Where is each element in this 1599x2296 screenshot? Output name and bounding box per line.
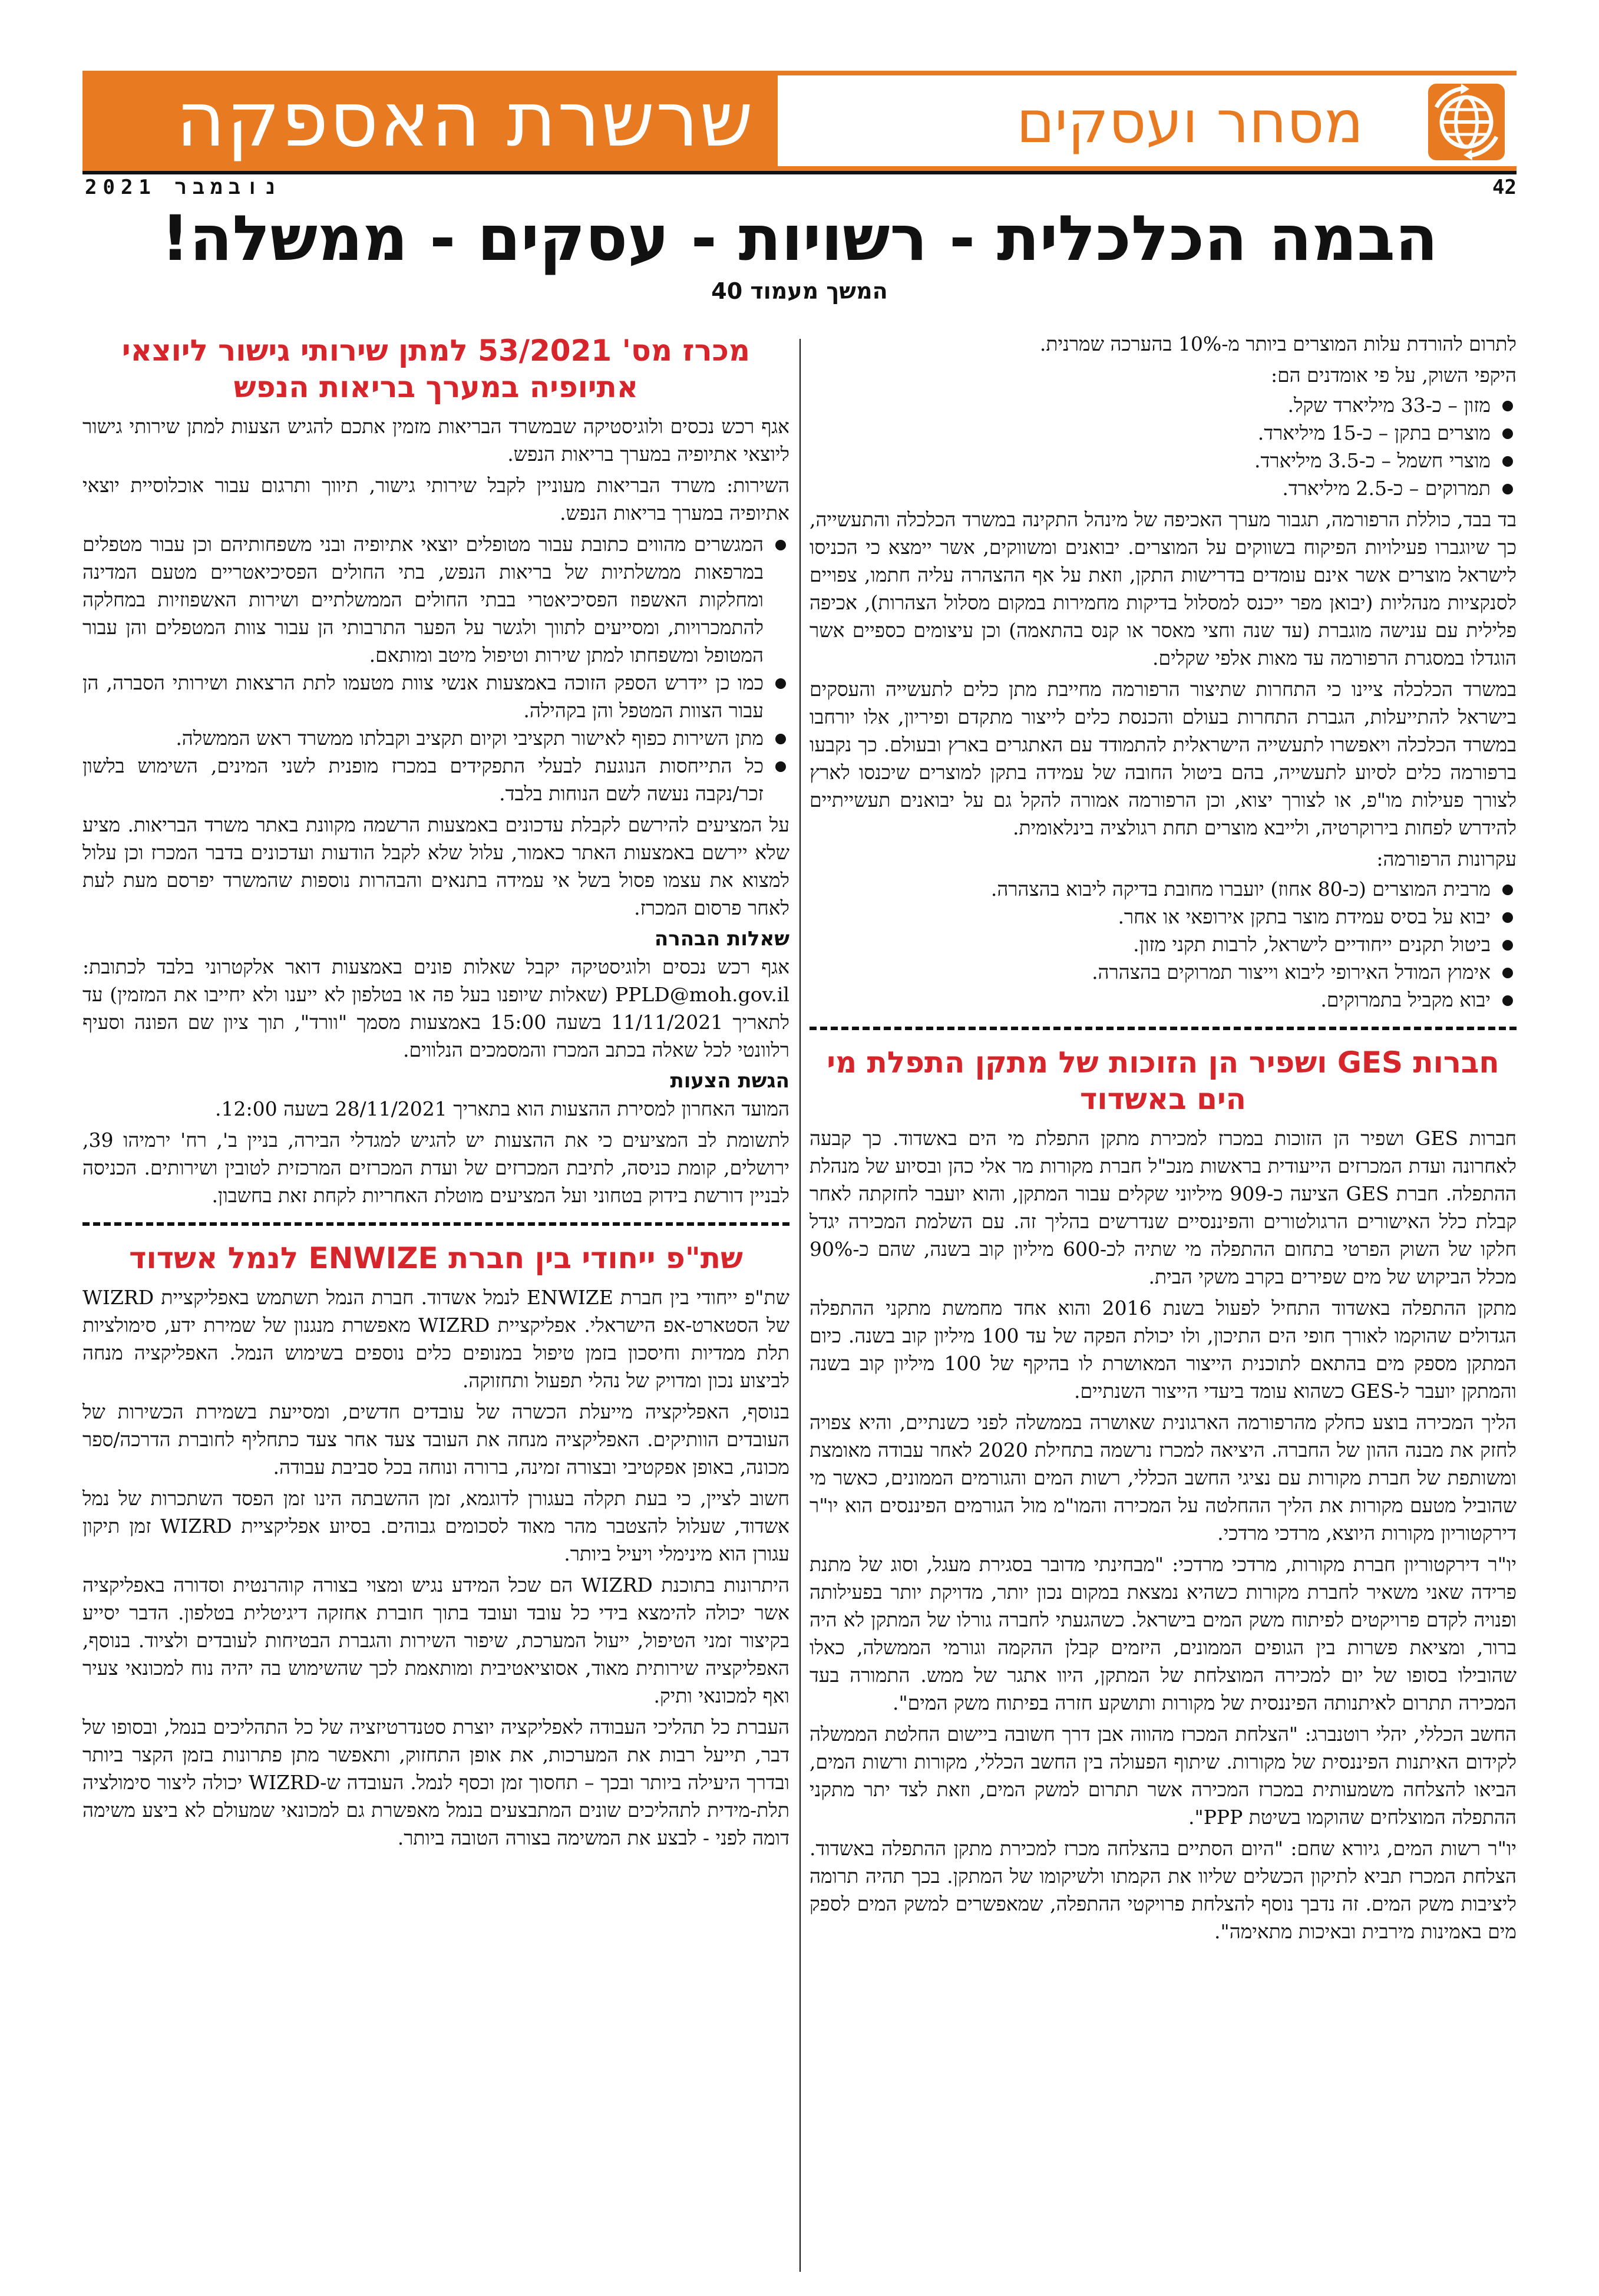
- paragraph: החשב הכללי, יהלי רוטנברג: "הצלחת המכרז מהווה אבן דרך חשובה ביישום החלטת הממשלה לקידום האיתנות הפיננסית של מקורות. שיתוף הפעולה בין החשב הכללי, מקורות ורשות המים, הביאו להצלחה משמעותית במכרז המכירה אשר תתרום למשק המים, וזאת לצד יתר מתקני ההתפלה המוצלחים שהוקמו בשיטת PPP".: [810, 1723, 1517, 1829]
- paragraph: יו"ר רשות המים, גיורא שחם: "היום הסתיים בהצלחה מכרז למכירת מתקן ההתפלה באשדוד. הצלחת המכרז תביא לתיקון הכשלים שליוו את הקמתו ולשיקומו של המתקן. בכך תהיה תרומה ליציבות משק המים. זה נדבך נוסף להצלחת פרויקטי ההתפלה, שמאפשרים למשק המים לספק מים באמינות מירבית ובאיכות מתאימה".: [810, 1837, 1517, 1943]
- article-title-ges: חברות GES ושפיר הן הזוכות של מתקן התפלת מי הים באשדוד: [827, 1045, 1499, 1116]
- globe-arrows-icon: [1428, 84, 1505, 160]
- page-headline: הבמה הכלכלית - רשויות - עסקים - ממשלה!: [161, 202, 1438, 275]
- list-item: מזון – כ-33 מיליארד שקל.: [810, 391, 1491, 419]
- list-item: תמרוקים – כ-2.5 מיליארד.: [810, 474, 1491, 502]
- paragraph: אגף רכש נכסים ולוגיסטיקה שבמשרד הבריאות מזמין אתכם להגיש הצעות למתן שירותי גישור ליוצאי אתיופיה במערך בריאות הנפש.: [82, 415, 789, 466]
- paragraph: העברת כל תהליכי העבודה לאפליקציה יוצרת סטנדרטיזציה של כל התהליכים בנמל, ובסופו של דבר, תייעל רבות את המערכות, את אופן התחזוק, ותאפשר מתן פתרונות בזמן הקצר ביותר ובדרך היעילה ביותר ובכך – תחסוך זמן וכסף לנמל. העובדה ש-WIZRD יכולה ליצור סימולציה תלת-מידית לתהליכים שונים המתבצעים בנמל מאפשרת גם למכונאי שמעולם לא ביצע משימה דומה לפני - לבצע את המשימה בצורה הטובה ביותר.: [82, 1716, 790, 1849]
- article-title-enwize: שת"פ ייחודי בין חברת ENWIZE לנמל אשדוד: [129, 1241, 743, 1275]
- right-column: [810, 330, 1517, 1949]
- paragraph: חשוב לציין, כי בעת תקלה בעגורן לדוגמא, זמן ההשבתה הינו זמן הפסד השתכרות של נמל אשדוד, שעלול להצטבר מהר מאוד לסכומים גבוהים. בסיוע אפליקציית WIZRD זמן תיקון עגורן הוא מינימלי ויעיל ביותר.: [82, 1487, 789, 1565]
- paragraph: שת"פ ייחודי בין חברת ENWIZE לנמל אשדוד. חברת הנמל תשתמש באפליקציית WIZRD של הסטארט-אפ הישראלי. אפליקציית WIZRD מאפשרת מנגנון של שמירת ידע, סימולציות תלת ממדיות וחיסכון בזמן טיפול במנופים כלים נוספים בשימוש הנמל. האפליקציה מנחה לביצוע נכון ומדויק של נהלי תפעול ותחזוקה.: [82, 1286, 789, 1392]
- issue-date: נובמבר 2021: [85, 176, 282, 199]
- list-lead: עקרונות הרפורמה:: [1376, 847, 1517, 870]
- tender-conditions-list: [82, 530, 789, 807]
- list-item: המגשרים מהווים כתובת עבור מטופלים יוצאי אתיופיה ובני משפחותיהם וכן עבור מטפלים במרפאות ממשלתיות של בריאות הנפש, בתי החולים הפסיכיאטריים מטעם המדינה ומחלקות האשפוז הפסיכיאטרי בבתי החולים הממשלתיים ושירות האשפוזיות במחלקה להתמכרויות, ומסייעים לתווך ולגשר על הפער התרבותי הן עבור צוות המטפלים והן עבור המטופל ומשפחתו למתן שירות וטיפול מיטב ומותאם.: [82, 530, 764, 669]
- list-item: מוצרים בתקן – כ-15 מיליארד.: [810, 419, 1491, 447]
- column-divider: [800, 339, 801, 2272]
- paragraph: במשרד הכלכלה ציינו כי התחרות שתיצור הרפורמה מחייבת מתן כלים לתעשייה והעסקים בישראל להתייעלות, הגברת התחרות בעולם והכנסת כלים לייצור מתקדם ופיריון, אלו יורחבו במשרד הכלכלה ויאפשרו לתעשייה הישראלית להתמודד עם האתגרים בארץ ובעולם. כך נקבעו ברפורמה כלים לסיוע לתעשייה, בהם ביטול החובה של עמידה בתקן למוצרים שיכנסו לארץ לצורך פעילות מו"פ, או לצורך יצוא, וכן הרפורמה אמורה להקל גם על יבואנים תעשייתיים להידרש לפחות בירוקרטיה, ולייבא מוצרים תחת רגולציה בינלאומית.: [810, 678, 1517, 839]
- page-number: 42: [1492, 176, 1517, 199]
- publication-title: שרשרת האספקה: [176, 76, 754, 164]
- list-item: מרבית המוצרים (כ-80 אחוז) יועברו מחובת בדיקה ליבוא בהצהרה.: [810, 875, 1491, 903]
- masthead: [82, 71, 1599, 171]
- list-item: ביטול תקנים ייחודיים לישראל, לרבות תקני מזון.: [810, 931, 1491, 958]
- paragraph: השירות: משרד הבריאות מעוניין לקבל שירותי גישור, תיווך ותרגום עבור אוכלוסיית יוצאי אתיופיה במערך בריאות הנפש.: [82, 474, 789, 524]
- paragraph: המועד האחרון למסירת ההצעות הוא בתאריך 28/11/2021 בשעה 12:00.: [215, 1097, 789, 1120]
- paragraph: מתקן ההתפלה באשדוד התחיל לפעול בשנת 2016 והוא אחד מחמשת מתקני ההתפלה הגדולים שהוקמו לאורך חופי הים התיכון, ולו יכולת הפקה של עד 100 מיליון קוב בשנה. כיום המתקן מספק מים בהתאם לתוכנית הייצור המאושרת לו בהיקף של 100 מיליון קוב בשנה והמתקן יועבר ל-GES כשהוא עומד ביעדי הייצור השנתיים.: [810, 1297, 1517, 1403]
- article-separator: [810, 1027, 1517, 1030]
- paragraph: הליך המכירה בוצע כחלק מהרפורמה הארגונית שאושרה בממשלה לפני כשנתיים, והיא צפויה לחזק את מבנה ההון של החברה. היציאה למכרז נרשמה בתחילת 2020 לאחר עבודה מאומצת ומשותפת של חברת מקורות עם נציגי החשב הכללי, רשות המים והגורמים הממונים, כאשר מי שהוביל מטעם מקורות את הליך ההחלטה על המכירה והמו"מ מול הגורמים הפיננסים הוא יו"ר דירקטוריון מקורות היוצא, מרדכי מרדכי.: [810, 1411, 1517, 1545]
- subhead-submission: הגשת הצעות: [670, 1069, 789, 1093]
- left-column: [82, 330, 789, 1855]
- paragraph: על המציעים להירשם לקבלת עדכונים באמצעות הרשמה מקוונת באתר משרד הבריאות. מציע שלא יירשם באמצעות האתר כאמור, עלול שלא לקבל הודעות ועדכונים בדבר המכרז וכן עלול למצוא את עצמו פסול בשל אי עמידה בתנאים והבהרות נוספות שהמשרד יפרסם מעת לעת לאחר פרסום המכרז.: [82, 813, 789, 919]
- reform-principles-list: [810, 875, 1517, 1014]
- list-item: כמו כן יידרש הספק הזוכה באמצעות אנשי צוות מטעמו לתת הרצאות ושירותי הסברה, הן עבור הצוות המטפל והן בקהילה.: [82, 669, 764, 724]
- article-title-tender: מכרז מס' 53/2021 למתן שירותי גישור ליוצאי אתיופיה במערך בריאות הנפש: [121, 334, 751, 404]
- continued-note: המשך מעמוד 40: [711, 278, 888, 304]
- list-item: יבוא על בסיס עמידת מוצר בתקן אירופאי או אחר.: [810, 903, 1491, 931]
- list-item: אימוץ המודל האירופי ליבוא וייצור תמרוקים בהצהרה.: [810, 958, 1491, 986]
- paragraph: יו"ר דירקטוריון חברת מקורות, מרדכי מרדכי: "מבחינתי מדובר בסגירת מעגל, וסוג של מתנת פרידה שאני משאיר לחברת מקורות כשהיא נמצאת במקום נכון יותר, מדויקת יותר בפעילותה ופנויה לקדם פרויקטים לפיתוח משק המים בישראל. כשהגעתי לחברה גורלו של המתקן לא היה ברור, ומציאת פשרות בין הגופים הממונים, היזמים קבלן ההקמה וגורמי הממשלה, כאלו שהובילו בסופו של יום למכירה המוצלחת של המתקן, היוו אתגר של ממש. התמורה בעד המכירה תתרום לאיתנותה הפיננסית של מקורות ותושקע חזרה בפיתוח משק המים".: [810, 1553, 1517, 1714]
- paragraph: בנוסף, האפליקציה מייעלת הכשרה של עובדים חדשים, ומסייעת בשמירת הכשירות של העובדים הוותיקים. האפליקציה מנחה את העובד צעד אחר צעד כתחליף לחוברת הדרכה/ספר מכונה, באופן אפקטיבי ובצורה זמינה, ברורה ונוחה בכל סביבת עבודה.: [82, 1400, 789, 1479]
- paragraph: חברות GES ושפיר הן הזוכות במכרז למכירת מתקן התפלת מי הים באשדוד. כך קבעה לאחרונה ועדת המכרזים הייעודית בראשות מנכ"ל חברת מקורות מר אלי כהן ובסיוע של מנהלת ההתפלה. חברת GES הציעה כ-909 מיליוני שקלים עבור המתקן, והוא יועבר לחזקתה לאחר קבלת כלל האישורים הרגולטורים והפיננסיים שנדרשים בהליך זה. עם השלמת המכירה יגדל חלקו של השוק הפרטי בתחום ההתפלה מי שתיה לכ-600 מיליון קוב בשנה, שהם כ-90% מכלל הביקוש של מים שפירים בקרב משקי הבית.: [810, 1127, 1517, 1288]
- subhead-questions: שאלות הבהרה: [654, 927, 789, 951]
- paragraph: לתרום להורדת עלות המוצרים ביותר מ-10% בהערכה שמרנית.: [1039, 332, 1517, 355]
- market-scope-list: [810, 391, 1517, 502]
- paragraph: היתרונות בתוכנת WIZRD הם שכל המידע נגיש ומצוי בצורה קוהרנטית וסדורה באפליקציה אשר יכולה להימצא בידי כל עובד ועובד בתוך חוברת אחזקה דיגיטלית בטלפון. הדבר יסייע בקיצור זמני הטיפול, ייעול המערכת, שיפור השירות והגברת הבטיחות לעובדים ולציוד. בנוסף, האפליקציה שירותית מאוד, אסוציאטיבית ומותאמת לכך שהשימוש בה יהיה נוח למכונאי צעיר ואף למכונאי ותיק.: [82, 1573, 789, 1707]
- section-name: מסחר ועסקים: [1016, 89, 1363, 156]
- list-item: יבוא מקביל בתמרוקים.: [810, 986, 1491, 1014]
- paragraph: אגף רכש נכסים ולוגיסטיקה יקבל שאלות פונים באמצעות דואר אלקטרוני בלבד לכתובת: PPLD@moh.gov.il (שאלות שיופנו בעל פה או בטלפון לא ייענו ולא יחייבו את המזמין) עד לתאריך 11/11/2021 בשעה 15:00 באמצעות מסמך "וורד", תוך ציון שם הפונה וסעיף רלוונטי לכל שאלה בכתב המכרז והמסמכים הנלווים.: [82, 955, 789, 1061]
- article-separator: [82, 1222, 789, 1226]
- paragraph: בד בבד, כוללת הרפורמה, תגבור מערך האכיפה של מינהל התקינה במשרד הכלכלה והתעשייה, כך שיוגברו פעילויות הפיקוח בשווקים על המוצרים. יבואנים ומשווקים, אשר יימצא כי הכניסו לישראל מוצרים אשר אינם עומדים בדרישות התקן, וזאת על אף ההצהרה עליה חתמו, צפויים לסנקציות מנהליות (יבואן מפר ייכנס למסלול בדיקות מחמירות במקום מסלול הצהרות), אכיפה פלילית עם ענישה מוגברת (עד שנה וחצי מאסר או קנס בהתאמה) וכן עיצומים כספיים אשר הוגדלו במסגרת הרפורמה עד מאות אלפי שקלים.: [810, 508, 1517, 669]
- list-item: כל התייחסות הנוגעת לבעלי התפקידים במכרז מופנית לשני המינים, השימוש בלשון זכר/נקבה נעשה לשם הנוחות בלבד.: [82, 752, 764, 807]
- list-item: מוצרי חשמל – כ-3.5 מיליארד.: [810, 447, 1491, 474]
- masthead-title-bar: [82, 71, 778, 171]
- list-item: מתן השירות כפוף לאישור תקציבי וקיום תקציב וקבלתו ממשרד ראש הממשלה.: [82, 724, 764, 752]
- paragraph: לתשומת לב המציעים כי את ההצעות יש להגיש למגדלי הבירה, בניין ב', רח' ירמיהו 39, ירושלים, קומת כניסה, לתיבת המכרזים של ועדת המכרזים המרכזית לטובין ושירותים. הכניסה לבניין דורשת בידוק בטחוני ועל המציעים מוטלת האחריות לקחת זאת בחשבון.: [82, 1129, 789, 1207]
- section-bar: [778, 71, 1517, 171]
- list-lead: היקפי השוק, על פי אומדנים הם:: [1270, 364, 1517, 387]
